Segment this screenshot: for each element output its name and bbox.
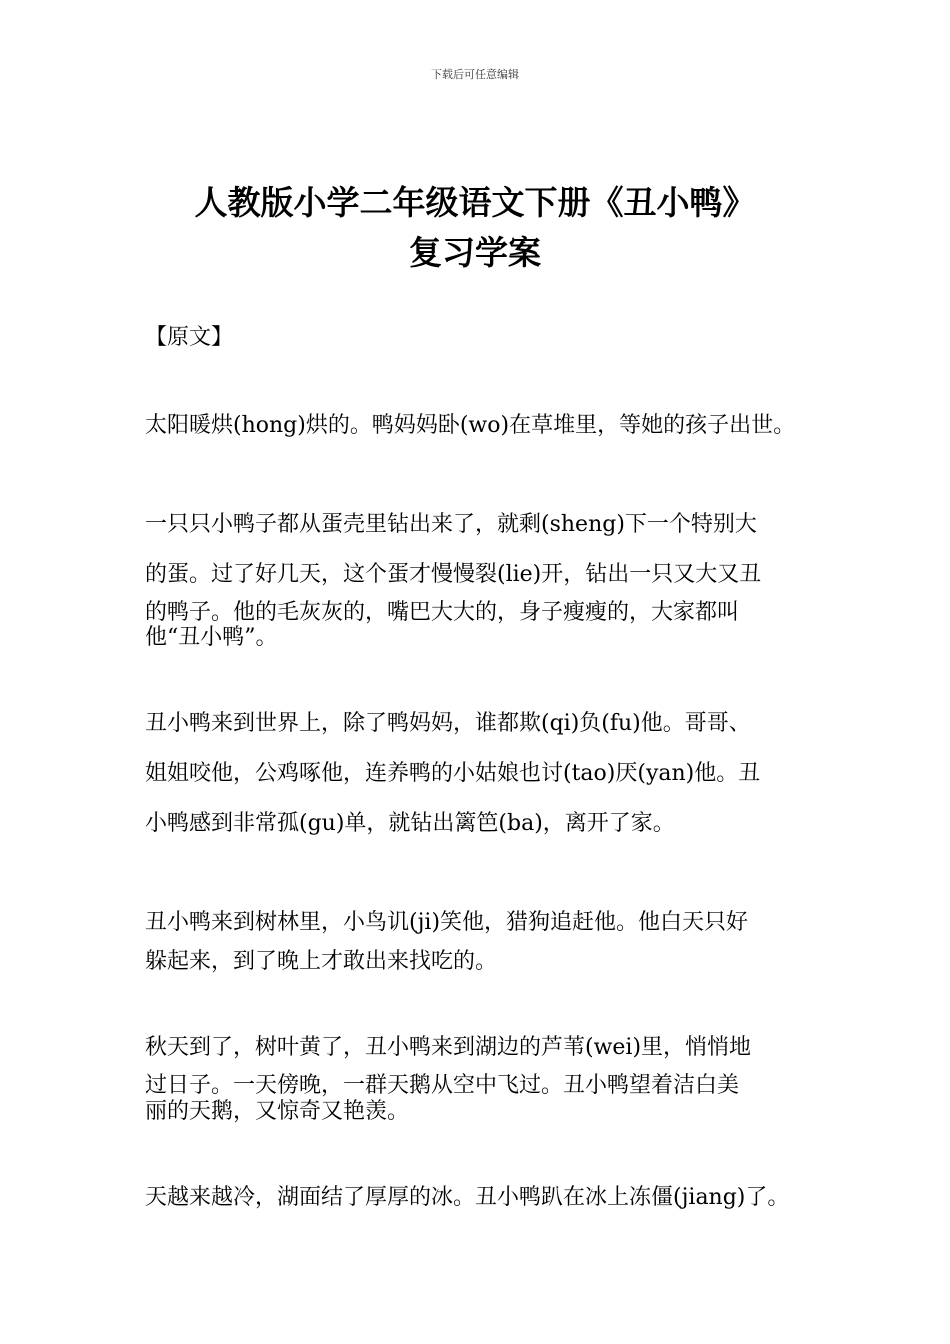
paragraph-line: 的蛋。过了好几天，这个蛋才慢慢裂(lie)开，钻出一只又大又丑 xyxy=(145,562,762,587)
paragraph-5 xyxy=(145,1030,825,1130)
paragraph-line: 丑小鸭来到树林里，小鸟讥(ji)笑他，猎狗追赶他。他白天只好 xyxy=(145,910,749,935)
paragraph-line: 姐姐咬他，公鸡啄他，连养鸭的小姑娘也讨(tao)厌(yan)他。丑 xyxy=(145,761,761,786)
paragraph-3 xyxy=(145,706,825,836)
paragraph-line: 他“丑小鸭”。 xyxy=(145,625,278,650)
paragraph-line: 一只只小鸭子都从蛋壳里钻出来了，就剩(sheng)下一个特别大 xyxy=(145,512,757,537)
paragraph-line: 的鸭子。他的毛灰灰的，嘴巴大大的，身子瘦瘦的，大家都叫 xyxy=(145,600,740,625)
header-note: 下载后可任意编辑 xyxy=(431,68,519,81)
paragraph-4 xyxy=(145,905,825,985)
paragraph-line: 丽的天鹅，又惊奇又艳羡。 xyxy=(145,1099,410,1124)
page-title xyxy=(0,178,950,278)
paragraph-line: 太阳暖烘(hong)烘的。鸭妈妈卧(wo)在草堆里，等她的孩子出世。 xyxy=(145,413,796,438)
paragraph-line: 小鸭感到非常孤(gu)单，就钻出篱笆(ba)，离开了家。 xyxy=(145,811,675,836)
paragraph-1 xyxy=(145,408,825,438)
paragraph-line: 躲起来，到了晚上才敢出来找吃的。 xyxy=(145,949,498,974)
title-line-1: 人教版小学二年级语文下册《丑小鸭》 xyxy=(194,183,756,222)
title-line-2: 复习学案 xyxy=(409,233,541,272)
paragraph-line: 天越来越冷，湖面结了厚厚的冰。丑小鸭趴在冰上冻僵(jiang)了。 xyxy=(145,1185,790,1210)
section-label: 【原文】 xyxy=(145,325,234,350)
paragraph-2 xyxy=(145,507,825,650)
paragraph-line: 过日子。一天傍晚，一群天鹅从空中飞过。丑小鸭望着洁白美 xyxy=(145,1073,740,1098)
paragraph-line: 秋天到了，树叶黄了，丑小鸭来到湖边的芦苇(wei)里，悄悄地 xyxy=(145,1035,752,1060)
paragraph-line: 丑小鸭来到世界上，除了鸭妈妈，谁都欺(qi)负(fu)他。哥哥、 xyxy=(145,711,751,736)
paragraph-6 xyxy=(145,1180,825,1210)
